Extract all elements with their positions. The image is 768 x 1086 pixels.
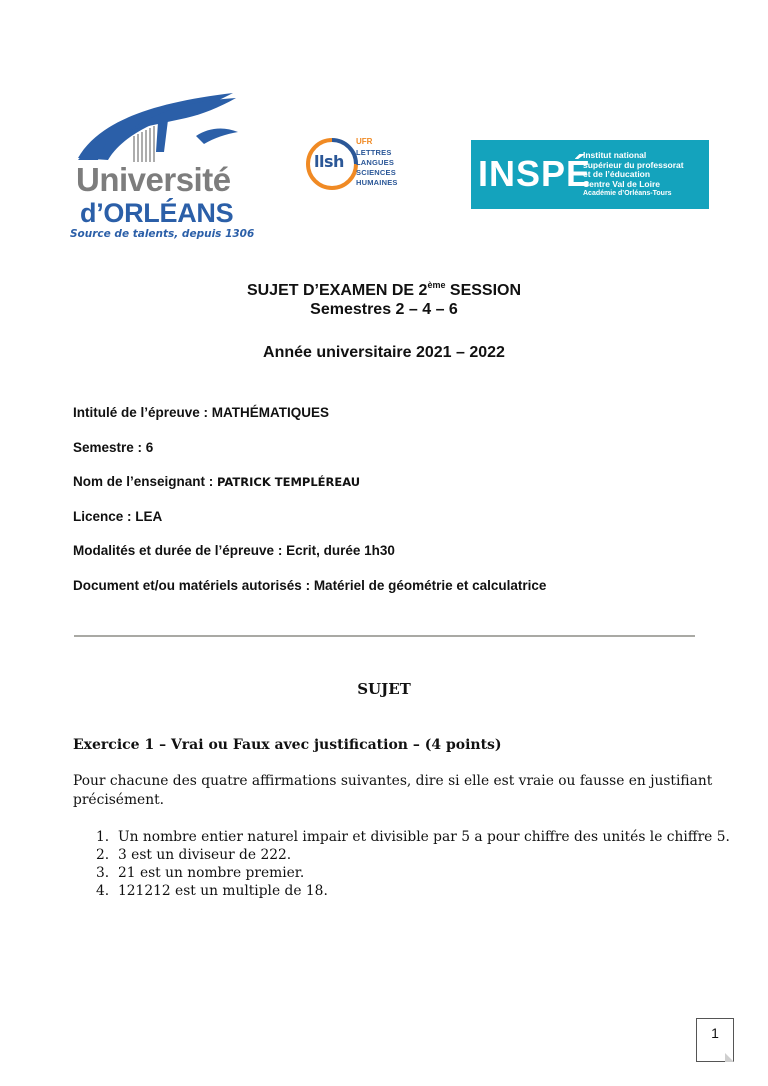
field-documents [73, 578, 546, 593]
field-semestre-value: 6 [145, 440, 154, 455]
exam-title-prefix: SUJET D’EXAMEN DE 2 [246, 282, 428, 299]
sujet-heading: SUJET [357, 680, 411, 698]
list-item [96, 846, 730, 864]
field-enseignant [73, 474, 360, 489]
llsh-logo [300, 128, 440, 218]
exercise-title: Exercice 1 – Vrai ou Faux avec justification – (4 points) [73, 737, 502, 753]
page-number-box [696, 1018, 734, 1062]
field-documents-value: Matériel de géométrie et calculatrice [313, 578, 547, 593]
semesters: Semestres 2 – 4 – 6 [310, 301, 458, 318]
field-semestre [73, 440, 153, 455]
field-licence-label: Licence : [73, 509, 136, 524]
field-documents-label: Document et/ou matériels autorisés : [73, 578, 314, 593]
universite-line1: Université [76, 161, 231, 198]
section-divider [74, 635, 695, 637]
exam-title-sup: ème [427, 280, 446, 290]
llsh-mark: llsh [314, 152, 344, 171]
field-modalites-value: Ecrit, durée 1h30 [286, 543, 395, 558]
academic-year: Année universitaire 2021 – 2022 [263, 344, 505, 361]
inspe-acronym: INSPÉ [478, 153, 592, 194]
field-modalites-label: Modalités et durée de l’épreuve : [73, 543, 287, 558]
llsh-ufr: UFR [356, 137, 373, 146]
page-fold-icon [725, 1053, 734, 1062]
field-licence [73, 509, 162, 524]
field-enseignant-value: PATRICK TEMPLÉREAU [217, 475, 361, 489]
field-enseignant-label: Nom de l’enseignant : [73, 474, 218, 489]
field-epreuve-value: MATHÉMATIQUES [211, 405, 330, 420]
inspe-sub: Académie d’Orléans-Tours [583, 190, 672, 198]
exercise-instructions: Pour chacune des quatre affirmations suivantes, dire si elle est vraie ou fausse en justifiant précisément. [73, 773, 713, 808]
list-item-number: 4. [96, 883, 110, 899]
field-epreuve-label: Intitulé de l’épreuve : [73, 405, 212, 420]
affirmations-list [96, 828, 730, 900]
inspe-line-2: supérieur du professorat [583, 159, 684, 170]
list-item [96, 828, 730, 846]
exam-title-suffix: SESSION [445, 282, 522, 299]
llsh-line-sciences: SCIENCES [356, 168, 396, 177]
llsh-line-lettres: LETTRES [356, 148, 392, 157]
list-item-text: Un nombre entier naturel impair et divisible par 5 a pour chiffre des unités le chiffre 5. [118, 829, 730, 845]
page-number: 1 [711, 1025, 719, 1041]
llsh-line-langues: LANGUES [356, 158, 395, 167]
list-item-number: 3. [96, 865, 110, 881]
inspe-line-1: Institut national [583, 150, 647, 160]
universite-line2: d’ORLÉANS [80, 198, 234, 228]
field-epreuve [73, 405, 329, 420]
exam-title [0, 282, 768, 300]
field-semestre-label: Semestre : [73, 440, 146, 455]
inspe-line-3: et de l’éducation [583, 169, 651, 180]
list-item-number: 2. [96, 847, 110, 863]
list-item [96, 864, 730, 882]
universite-orleans-logo [68, 88, 255, 248]
inspe-line-4: Centre Val de Loire [583, 178, 660, 189]
list-item-text: 21 est un nombre premier. [118, 865, 305, 881]
list-item-text: 3 est un diviseur de 222. [118, 847, 292, 863]
inspe-logo [471, 140, 709, 209]
universite-tagline: Source de talents, depuis 1306 [70, 228, 255, 240]
field-licence-value: LEA [135, 509, 163, 524]
list-item [96, 882, 730, 900]
llsh-line-humaines: HUMAINES [356, 178, 398, 187]
field-modalites [73, 543, 395, 558]
list-item-number: 1. [96, 829, 110, 845]
list-item-text: 121212 est un multiple de 18. [118, 883, 328, 899]
